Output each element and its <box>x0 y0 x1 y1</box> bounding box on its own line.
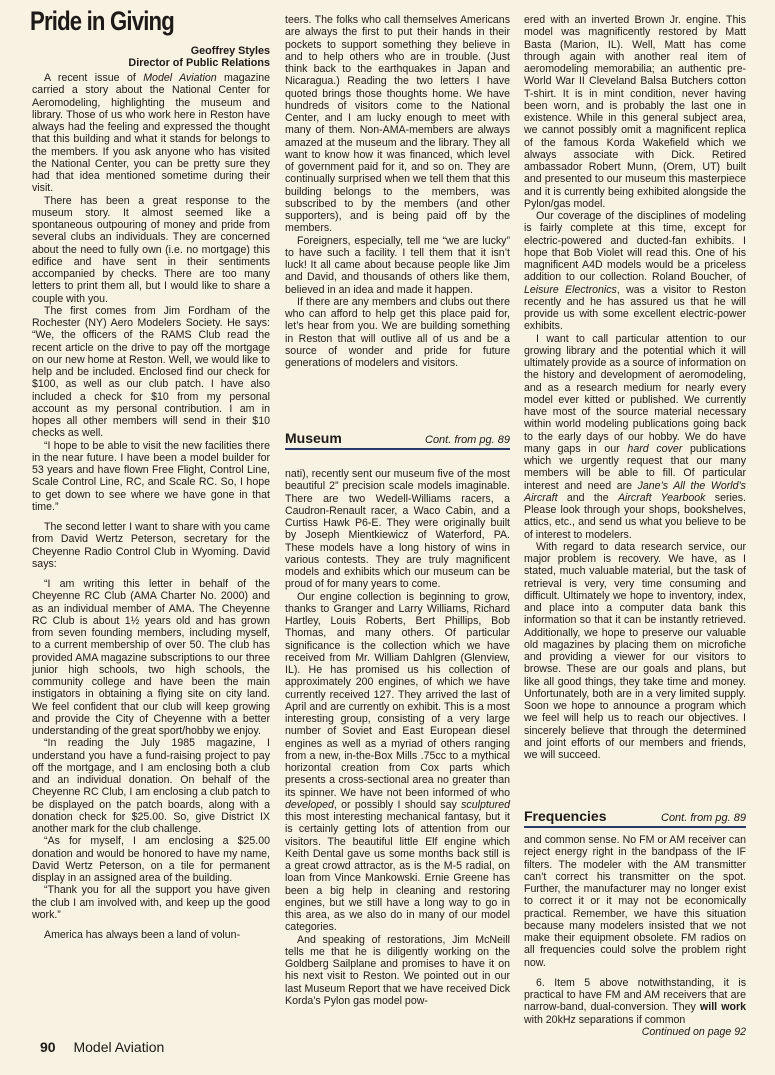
paragraph: “I am writing this letter in behalf of the Cheyenne RC Club (AMA Charter No. 2000) and as an individual member of AMA. The Cheyenne RC Club is about 1½ years old and has grown from seven founding members, including myself, to a current membership of over 50. The club has provided AMA magazine subscriptions to our three junior high schools, two high schools, the community college and have been the main instigators in obtaining a flying site on city land. We feel confident that our club will keep growing and provide the City of Cheyenne with a better understanding of the great sport/hobby we enjoy. <box>32 578 270 737</box>
article-title: Pride in Giving <box>30 6 174 36</box>
museum-column-2 <box>285 468 510 1007</box>
paragraph: With regard to data research service, our major problem is recovery. We have, as I stated, much valuable material, but the task of retrieval is very, very time consuming and difficult. Ultimately we hope to inventory, index, and place into a computer data bank this information so that it can be instantly retrieved. Additionally, we hope to preserve our valuable old magazines by placing them on microfiche and providing a viewer for our visitors to browse. These are our goals and plans, but like all good things, they take time and money. Unfortunately, both are in a very limited supply. Soon we hope to announce a program which we feel will help us to reach our objectives. I sincerely believe that through the determined and joint efforts of our members and friends, we will succeed. <box>524 540 746 761</box>
paragraph: The first comes from Jim Fordham of the Rochester (NY) Aero Modelers Society. He says: “We, the officers of the RAMS Club read the recent article on the drive to pay off the mortgage on our new home at Reston. Well, we would like to help and be included. Enclosed find our check for $100, as well as our club patch. I have also included a check for $10 from my personal account as my personal contribution. I am in hopes all other members will send in their $10 checks as well. <box>32 304 270 440</box>
paragraph: And speaking of restorations, Jim McNeill tells me that he is diligently working on the Goldberg Sailplane and promises to have it on his next visit to Reston. We pointed out in our last Museum Report that we have received Dick Korda’s Pylon gas model pow- <box>285 933 510 1007</box>
paragraph: “As for myself, I am enclosing a $25.00 donation and would be honored to have my name, David Wertz Peterson, on a tile for permanent display in an assigned area of the building. <box>32 835 270 884</box>
museum-column-3 <box>524 14 746 761</box>
paragraph: America has always been a land of volun- <box>44 929 241 941</box>
article-column-1 <box>32 72 270 941</box>
italic-text: sculptured <box>461 798 510 811</box>
paragraph: Our coverage of the disciplines of modeling is fairly complete at this time, except for electric-powered and ducted-fan exhibits. I hope that Bob Violet will read this. One of his magnificent A4D models would be a priceless addition to our collection. Roland Boucher, of Leisure Electronics, was a visitor to Reston recently and he has assured us that he will provide us with some excellent electric-power exhibits. <box>524 210 746 333</box>
museum-cont-from: Cont. from pg. 89 <box>425 434 510 446</box>
italic-text: hard cover <box>627 442 683 455</box>
paragraph: ered with an inverted Brown Jr. engine. This model was magnificently restored by Matt Basta (Marion, IL). Well, Matt has come through again with another real item of aeromodeling memorabilia; an authentic pre-World War II Cleveland Balsa Butchers cotton T-shirt. It is in mint condition, never having been worn, and is probably the last one in existence. While in this general subject area, we cannot possibly omit a magnificent replica of the famous Korda Wakefield which we always associate with Dick. Retired ambassador Robert Munn, (Orem, UT) built and presented to our museum this masterpiece and it is currently being exhibited alongside the Pylon/gas model. <box>524 14 746 210</box>
paragraph: “Thank you for all the support you have given the club I am involved with, and keep up the good work.” <box>32 884 270 921</box>
paragraph: A recent issue of Model Aviation magazine carried a story about the National Center for Aeromodeling, highlighting the museum and library. Those of us who work here in Reston have always had the feeling and expressed the thought that this building and what it stands for belongs to the members. If you ask anyone who has visited the National Center, you can be pretty sure they had that idea mentioned sometime during their visit. <box>32 72 270 195</box>
paragraph: If there are any members and clubs out there who can afford to help get this place paid for, let’s hear from you. We are building something in Reston that will outlive all of us and be a source of wonder and pride for future generations of modelers and visitors. <box>285 295 510 369</box>
paragraph: “I hope to be able to visit the new facilities there in the near future. I have been a model builder for 53 years and have flown Free Flight, Control Line, Scale Control Line, RC, and Scale RC. So, I hope to get down to see where we have gone in that time.” <box>32 439 270 513</box>
italic-text: Jane’s All the World’s Aircraft <box>524 479 746 504</box>
italic-text: Model Aviation <box>143 72 217 84</box>
continued-note: Continued on page 92 <box>641 1025 746 1038</box>
frequencies-heading: Frequencies <box>524 808 607 824</box>
bold-text: will work <box>700 1001 746 1014</box>
paragraph: 6. Item 5 above notwithstanding, it is practical to have FM and AM receivers that are narrow-band, dual-conversion. They will work with 20kHz separations if common <box>524 976 746 1026</box>
paragraph: There has been a great response to the museum story. It almost seemed like a spontaneous outpouring of money and pride from several clubs an individuals. They are concerned about the need to fully own (i.e. no mortgage) this edifice and have sent in their sentiments accompanied by checks. There are too many letters to print them all, but I would like to share a couple with you. <box>32 194 270 305</box>
magazine-name: Model Aviation <box>73 1039 165 1055</box>
paragraph: teers. The folks who call themselves Americans are always the first to put their hands in their pockets to support something they believe in and to help others who are in trouble. (Just think back to the earthquakes in Japan and Nicaragua.) Reading the two letters I have quoted brings those thoughts home. We have hundreds of visitors come to the National Center, and I am lucky enough to meet with many of them. Non-AMA-members are always amazed at the museum and the library. They all want to know how it was financed, which level of government paid for it, and so on. They are continually surprised when we tell them that this building belongs to the members, was subscribed to by the members (and other supporters), and is being paid off by the members. <box>285 14 510 235</box>
paragraph: nati), recently sent our museum five of the most beautiful 2” precision scale models imaginable. There are two Wedell-Williams racers, a Caudron-Renault racer, a Waco Cabin, and a Curtiss Hawk P6-E. They were originally built by Joseph Mientkiewicz of Waterford, PA. These models have a long history of wins in various contests. They are truly magnificent models and exhibits which our museum can be proud of for many years to come. <box>285 468 510 591</box>
paragraph: Foreigners, especially, tell me “we are lucky” to have such a facility. I tell them that it isn’t luck! It all came about because people like Jim and David, and thousands of others like them, believed in an idea and made it happen. <box>285 234 510 296</box>
paragraph: Our engine collection is beginning to grow, thanks to Granger and Larry Williams, Richard Hartley, Louis Roberts, Bert Phillips, Bob Thomas, and many others. Of particular significance is the collection which we have received from Mr. William Dahlgren (Glenview, IL). He has promised us his collection of approximately 200 engines, of which we have currently received 127. They arrived the last of April and are currently on exhibit. This is a most interesting group, consisting of a very large number of Soviet and East European diesel engines as well as a myriad of others ranging from a new, in-the-Box Mills .75cc to a mythical horizontal creation from Cox parts which presents a cross-sectional area no greater than its spinner. We have not been informed of who developed, or possibly I should say sculptured this most interesting mechanical fantasy, but it is certainly getting lots of attention from our visitors. The beautiful little Elf engine which Keith Dental gave us some months back still is a great crowd attractor, as is the M-5 radial, on loan from Vince Mankowski. Ernie Greene has been a big help in cleaning and restoring engines, but we still have a long way to go in this area, as we also do in many of our model categories. <box>285 590 510 934</box>
museum-section-header <box>285 428 510 450</box>
italic-text: developed <box>285 798 334 811</box>
paragraph: and common sense. No FM or AM receiver can reject energy right in the bandpass of the IF filters. The modeler with the AM transmitter can’t correct his transmitter on the spot. Further, the manufacturer may no longer exist to correct it or it may not be economically practical. Remember, we have this situation because many modelers insisted that we not make their equipment obsolete. FM radios on all frequencies could solve the problem right now. <box>524 834 746 969</box>
paragraph: I want to call particular attention to our growing library and the potential which it will ultimately provide as a source of information on the history and development of aeromodeling, and as a research medium for nearly every model ever kitted or published. We currently have most of the source material necessary within world modeling publications going back to the early days of our hobby. We do have many gaps in our hard cover publications which we urgently request that our many members will be able to fill. Of particular interest and need are Jane’s All the World’s Aircraft and the Aircraft Yearbook series. Please look through your shops, bookshelves, attics, etc., and send us what you believe to be of interest to modelers. <box>524 332 746 541</box>
author-name: Geoffrey Styles <box>190 45 270 57</box>
page-number: 90 <box>40 1039 56 1055</box>
page-footer <box>40 1039 164 1055</box>
museum-heading: Museum <box>285 430 342 446</box>
italic-text: Aircraft Yearbook <box>617 491 706 504</box>
italic-text: Leisure Electronics <box>524 283 617 296</box>
frequencies-cont-from: Cont. from pg. 89 <box>661 812 746 824</box>
frequencies-column-3 <box>524 834 746 1038</box>
article-column-2 <box>285 14 510 369</box>
author-role: Director of Public Relations <box>128 57 270 69</box>
frequencies-section-header <box>524 806 746 828</box>
paragraph: “In reading the July 1985 magazine, I understand you have a fund-raising project to pay off the mortgage, and I am enclosing both a club and an individual donation. On behalf of the Cheyenne RC Club, I am enclosing a club patch to be displayed on the patch boards, along with a donation check for $25.00. So, give District IX another mark for the club challenge. <box>32 737 270 835</box>
paragraph: The second letter I want to share with you came from David Wertz Peterson, secretary for the Cheyenne Radio Control Club in Wyoming. David says: <box>32 521 270 570</box>
